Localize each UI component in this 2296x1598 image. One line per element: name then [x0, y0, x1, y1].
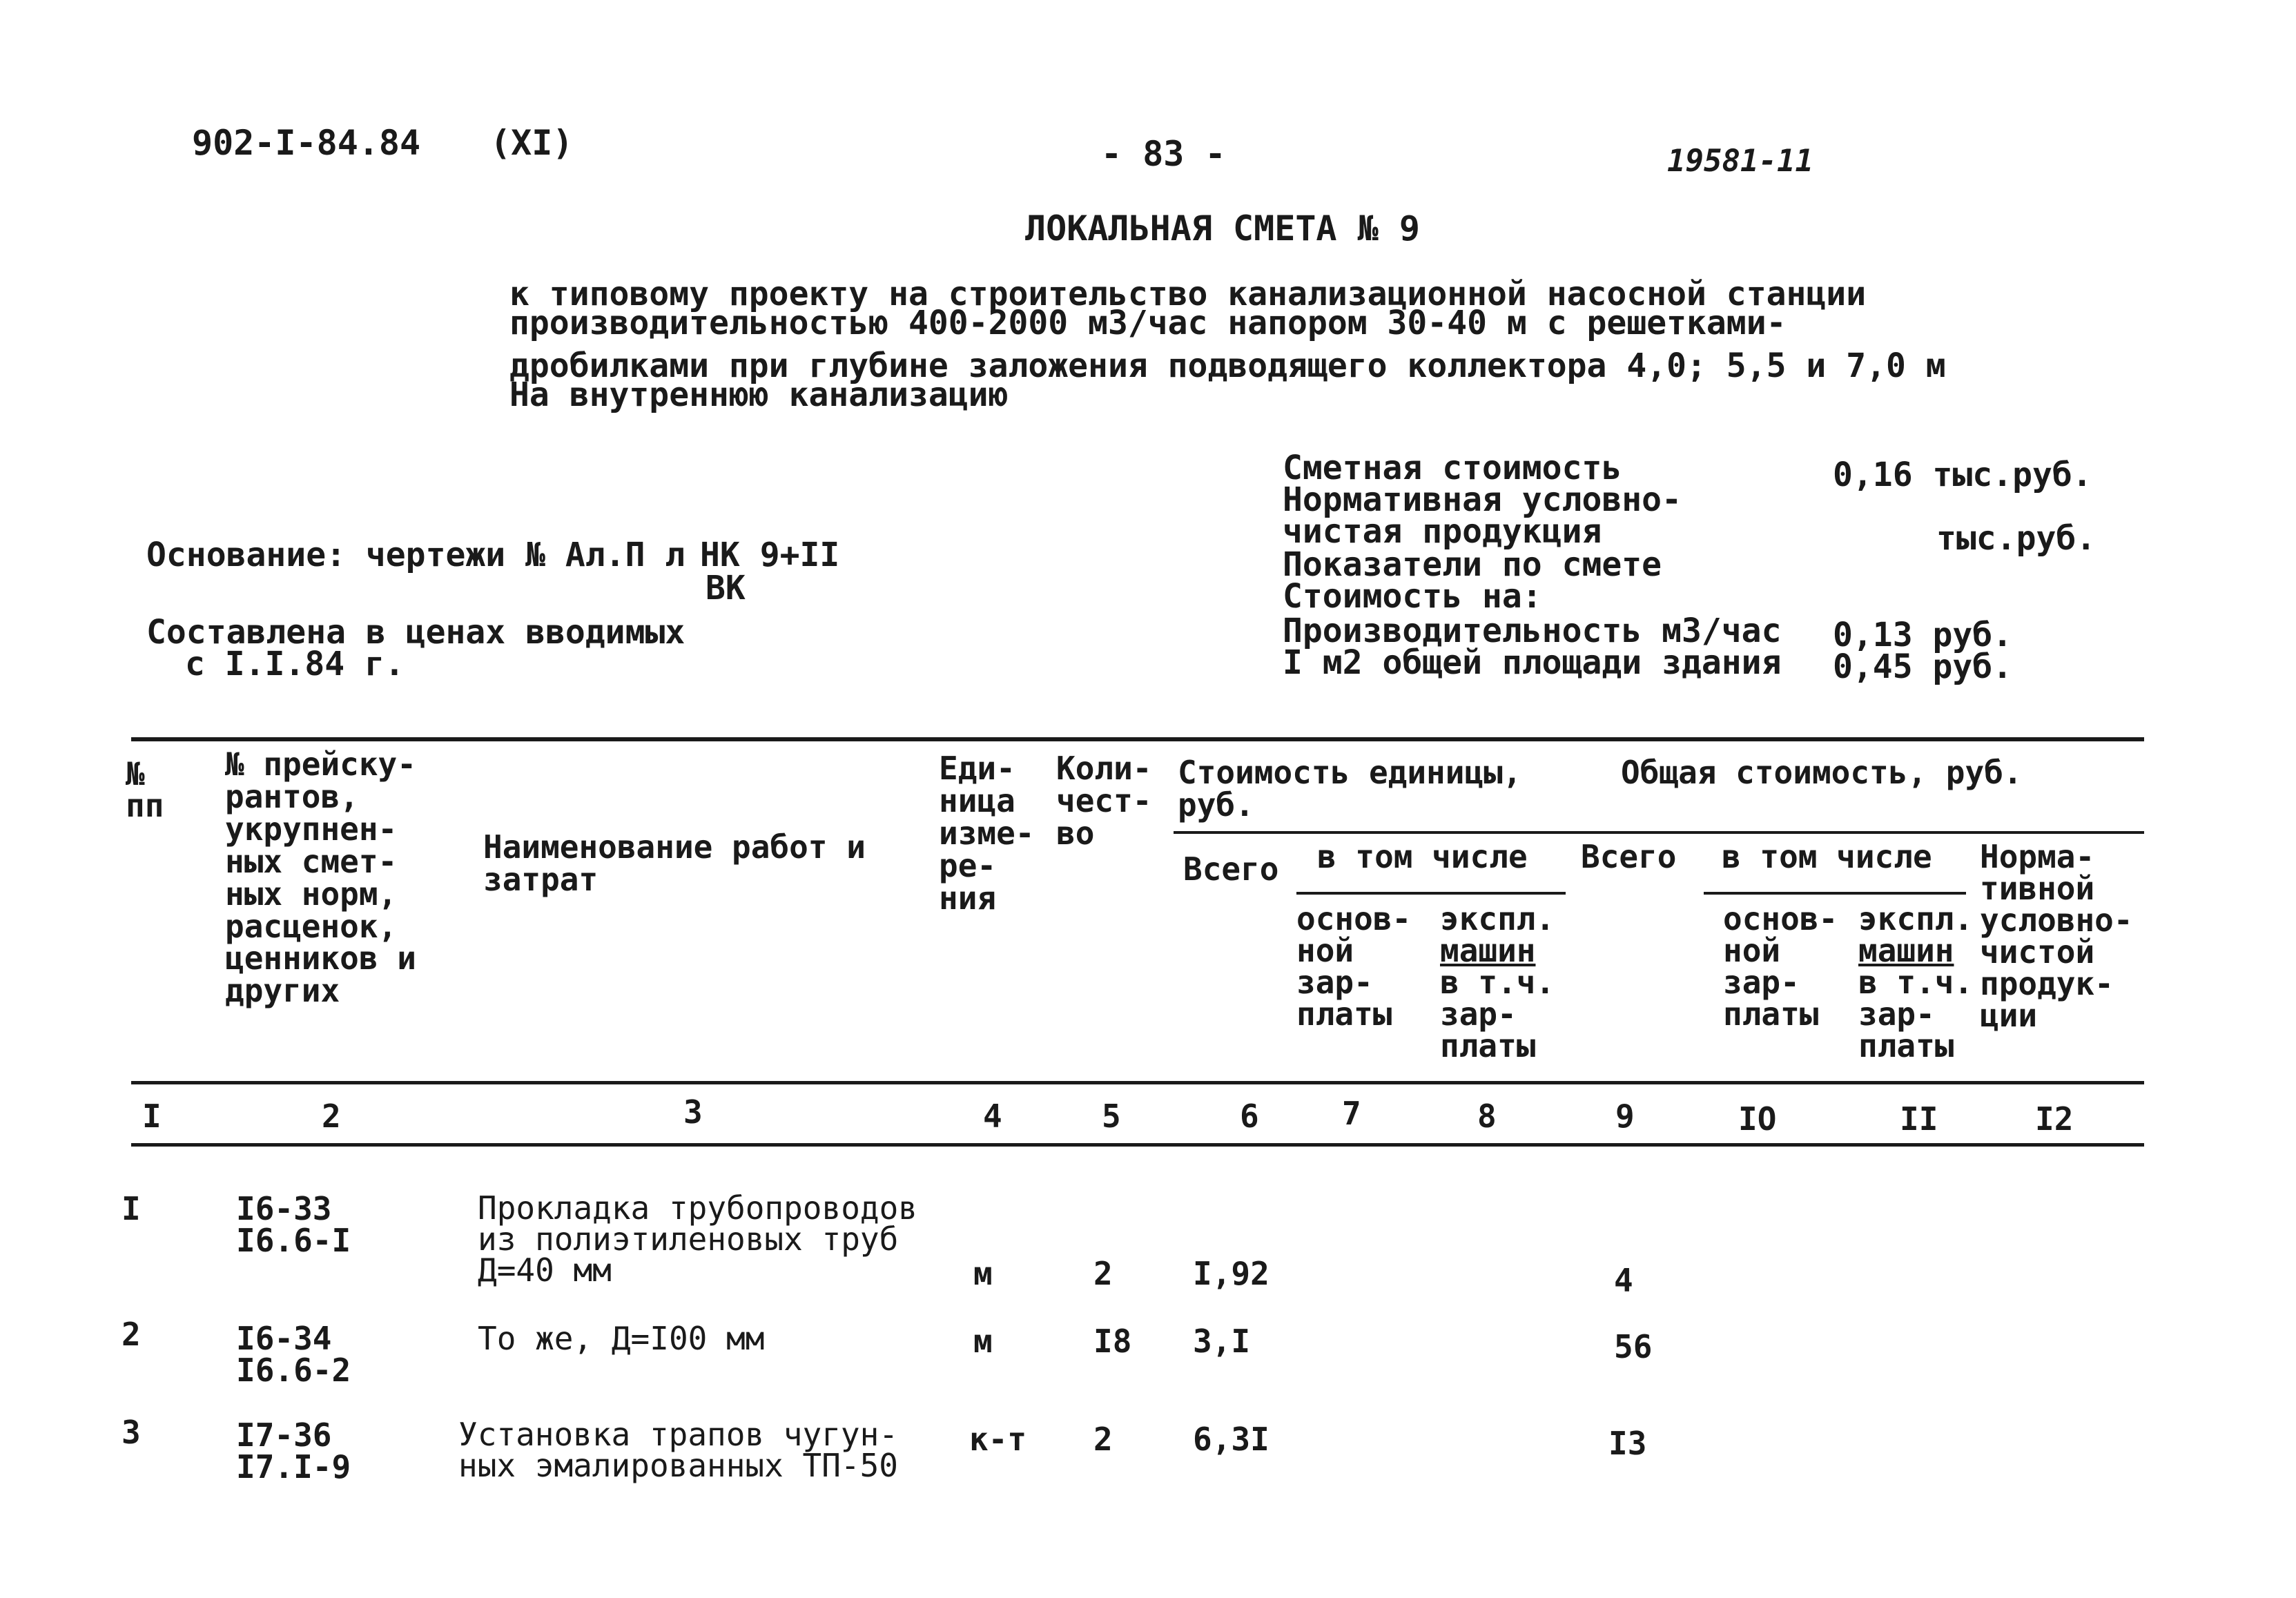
row-unit: м: [973, 1323, 993, 1360]
column-number: I: [142, 1098, 162, 1135]
column-number: 6: [1240, 1098, 1259, 1135]
row-quantity: 2: [1093, 1421, 1113, 1458]
normative-label-1: Нормативная условно-: [1283, 480, 1682, 519]
subtitle-line-1: к типовому проекту на строительство канализационной насосной станции: [509, 275, 1867, 313]
header-total-included: в том числе: [1722, 838, 1932, 875]
header-unit-wages: основ- ной зар- платы: [1296, 900, 1412, 1033]
table-top-rule: [131, 737, 2144, 741]
header-unit-included: в том числе: [1317, 838, 1528, 875]
row-code: I6-34 I6.6-2: [236, 1320, 351, 1389]
row-quantity: 2: [1093, 1255, 1113, 1292]
row-number: I: [121, 1190, 141, 1227]
row-unit: м: [973, 1255, 993, 1292]
inventory-number: 19581-11: [1667, 144, 1813, 179]
column-number: 9: [1615, 1098, 1635, 1135]
column-number: 5: [1102, 1098, 1121, 1135]
estimated-cost-label: Сметная стоимость: [1283, 449, 1622, 487]
column-number: 4: [983, 1098, 1002, 1135]
normative-label-2: чистая продукция: [1283, 512, 1602, 551]
row-quantity: I8: [1093, 1323, 1132, 1360]
capacity-value: 0,13 руб.: [1833, 616, 2013, 654]
header-unit: Еди- ница изме- ре- ния: [939, 750, 1035, 917]
cost-group-rule: [1174, 831, 2144, 834]
header-price-code: № прейску- рантов, укрупнен- ных смет- ных норм, расценок, ценников и других: [225, 746, 416, 1010]
project-code: 902-I-84.84: [192, 123, 421, 163]
header-unit-machines-1: экспл.: [1440, 900, 1555, 937]
capacity-label: Производительность м3/час: [1283, 612, 1782, 650]
basis-label: Основание: чертежи № Ал.П л: [146, 536, 685, 574]
prices-line-2: с I.I.84 г.: [185, 645, 405, 683]
header-unit-machines-3: в т.ч. зар- платы: [1440, 964, 1555, 1064]
row-code: I7-36 I7.I-9: [236, 1416, 351, 1485]
basis-fraction-bottom: ВК: [706, 569, 746, 607]
header-total-machines-3: в т.ч. зар- платы: [1858, 964, 1974, 1064]
column-number: 2: [322, 1098, 341, 1135]
column-number: 8: [1477, 1098, 1497, 1135]
column-number: 7: [1342, 1095, 1361, 1132]
row-unit: к-т: [969, 1421, 1027, 1458]
subtitle-line-3: дробилками при глубине заложения подводящего коллектора 4,0; 5,5 и 7,0 м: [509, 347, 1946, 385]
unit-subgroup-rule: [1296, 892, 1566, 895]
header-row-number: № пп: [126, 755, 164, 824]
header-total-wages: основ- ной зар- платы: [1723, 900, 1838, 1033]
row-unit-cost: 6,3I: [1193, 1421, 1269, 1458]
column-number: II: [1900, 1100, 1938, 1138]
subtitle-line-2: производительностью 400-2000 м3/час напором 30-40 м с решетками-: [509, 304, 1787, 342]
cost-per-label: Стоимость на:: [1283, 577, 1542, 616]
row-unit-cost: I,92: [1193, 1255, 1269, 1292]
header-quantity: Коли- чест- во: [1056, 750, 1152, 852]
header-normative-output: Норма- тивной условно- чистой продук- ции: [1980, 838, 2133, 1034]
normative-value: тыс.руб.: [1936, 519, 2096, 558]
row-code: I6-33 I6.6-I: [236, 1190, 351, 1259]
estimated-cost-value: 0,16 тыс.руб.: [1833, 456, 2092, 494]
prices-line-1: Составлена в ценах вводимых: [146, 613, 685, 652]
column-number: I2: [2035, 1100, 2074, 1138]
header-total-cost: Общая стоимость, руб.: [1621, 754, 2023, 791]
document-title: ЛОКАЛЬНАЯ СМЕТА № 9: [1025, 208, 1420, 249]
row-work-name: Установка трапов чугун- ных эмалированных ТП-50: [458, 1416, 898, 1485]
header-unit-total: Всего: [1183, 850, 1279, 888]
row-work-name: То же, Д=I00 мм: [478, 1320, 765, 1357]
area-value: 0,45 руб.: [1833, 647, 2013, 686]
colnum-bottom-rule: [131, 1143, 2144, 1147]
header-unit-cost: Стоимость единицы, руб.: [1178, 754, 1522, 824]
page-number: - 83 -: [1101, 134, 1226, 174]
volume-label: (XI): [490, 123, 574, 163]
row-unit-cost: 3,I: [1193, 1323, 1251, 1360]
header-total-total: Всего: [1581, 838, 1677, 875]
header-bottom-rule: [131, 1081, 2144, 1084]
column-number: 3: [683, 1093, 703, 1131]
row-total: I3: [1608, 1425, 1647, 1462]
row-total: 4: [1614, 1262, 1633, 1299]
basis-fraction-top: НК 9+II: [700, 536, 840, 574]
area-label: I м2 общей площади здания: [1283, 643, 1782, 682]
subtitle-line-4: На внутреннюю канализацию: [509, 376, 1009, 414]
row-number: 3: [121, 1414, 141, 1451]
header-work-name: Наименование работ и затрат: [483, 828, 866, 898]
column-number: IO: [1738, 1100, 1777, 1138]
total-subgroup-rule: [1704, 892, 1966, 895]
row-number: 2: [121, 1316, 141, 1353]
header-total-machines-1: экспл.: [1858, 900, 1974, 937]
header-unit-machines-2: машин: [1440, 932, 1536, 969]
header-total-machines-2: машин: [1858, 932, 1954, 969]
row-total: 56: [1614, 1328, 1653, 1365]
indicators-label: Показатели по смете: [1283, 545, 1662, 584]
row-work-name: Прокладка трубопроводов из полиэтиленовых труб Д=40 мм: [478, 1189, 917, 1289]
